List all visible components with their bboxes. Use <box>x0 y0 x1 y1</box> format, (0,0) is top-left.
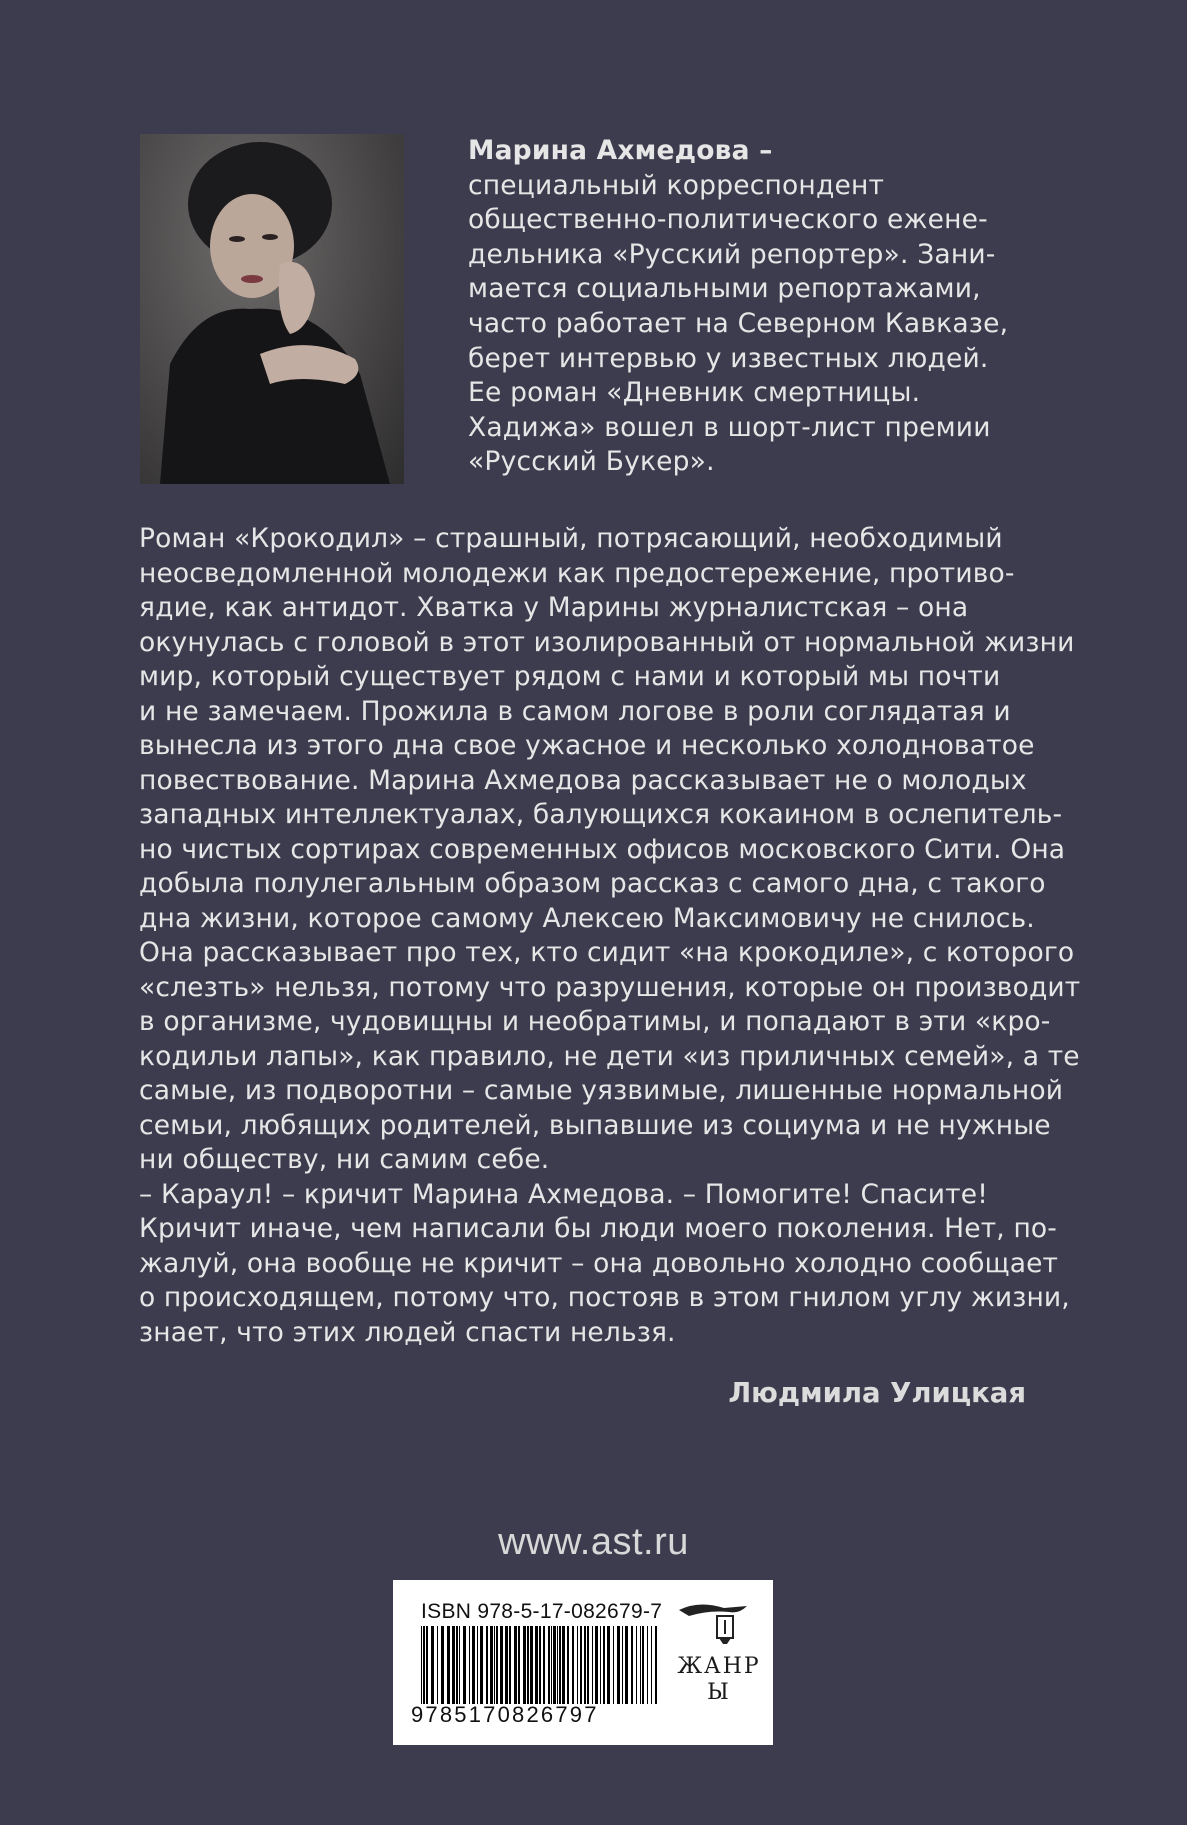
review-line: ни обществу, ни самим себе. <box>139 1144 550 1175</box>
review-line: окунулась с головой в этот изолированный от нормальной жизни <box>139 626 1075 658</box>
author-name: Марина Ахмедова – <box>468 135 773 166</box>
barcode-bar <box>617 1626 620 1704</box>
lantern-icon <box>679 1604 747 1644</box>
barcode-bar <box>553 1626 556 1704</box>
review-line: о происходящем, потому что, постояв в этом гнилом углу жизни, <box>139 1282 1070 1313</box>
barcode-bar <box>469 1626 470 1704</box>
bio-line: «Русский Букер». <box>468 446 715 478</box>
barcode-bar <box>437 1626 438 1704</box>
barcode-bar <box>494 1626 495 1704</box>
barcode-bar <box>622 1626 623 1704</box>
barcode-icon <box>421 1626 661 1704</box>
barcode-bar <box>655 1626 657 1704</box>
barcode-bar <box>607 1626 610 1704</box>
barcode-bar <box>543 1626 545 1704</box>
barcode-bar <box>490 1626 493 1704</box>
barcode-bar <box>530 1626 533 1704</box>
review-line: знает, что этих людей спасти нельзя. <box>139 1316 676 1348</box>
barcode-bar <box>421 1626 422 1704</box>
barcode-bar <box>559 1626 561 1704</box>
barcode-bar <box>548 1626 550 1704</box>
review-line: западных интеллектуалах, балующихся кокаином в ослепитель- <box>139 799 1063 830</box>
review-text <box>139 522 1081 1350</box>
barcode-bar <box>640 1626 641 1704</box>
author-photo <box>140 134 404 484</box>
review-signature: Людмила Улицкая <box>728 1377 1026 1409</box>
review-line: в организме, чудовищны и необратимы, и попадают в эти «кро- <box>139 1006 1051 1037</box>
barcode-bar <box>463 1626 466 1704</box>
barcode-bar <box>567 1626 569 1704</box>
barcode-bar <box>572 1626 574 1704</box>
barcode-bar <box>456 1626 458 1704</box>
barcode-bar <box>636 1626 637 1704</box>
barcode-bar <box>535 1626 538 1704</box>
barcode-bar <box>477 1626 478 1704</box>
review-line: дна жизни, которое самому Алексею Максимовичу не снилось. <box>139 902 1035 934</box>
review-line: Она рассказывает про тех, кто сидит «на крокодиле», с которого <box>139 937 1075 968</box>
review-line: мир, который существует рядом с нами и который мы почти <box>139 661 1001 692</box>
review-line: семьи, любящих родителей, выпавшие из социума и не нужные <box>139 1109 1051 1141</box>
barcode-bar <box>577 1626 578 1704</box>
barcode-bar <box>505 1626 508 1704</box>
review-line: но чистых сортирах современных офисов московского Сити. Она <box>139 833 1066 865</box>
barcode-bar <box>600 1626 601 1704</box>
review-line: вынесла из этого дна свое ужасное и несколько холодноватое <box>139 730 1035 761</box>
barcode-bar <box>647 1626 648 1704</box>
barcode-bar <box>486 1626 488 1704</box>
bio-line: специальный корреспондент <box>468 169 885 201</box>
barcode-bar <box>518 1626 520 1704</box>
barcode-bar <box>651 1626 652 1704</box>
barcode-bar <box>557 1626 558 1704</box>
review-line: ядие, как антидот. Хватка у Марины журналистская – она <box>139 592 969 623</box>
bio-line: берет интервью у известных людей. <box>468 342 989 374</box>
bio-line: часто работает на Северном Кавказе, <box>468 307 1009 339</box>
barcode-bar <box>539 1626 541 1704</box>
publisher-website: www.ast.ru <box>498 1521 689 1563</box>
review-line: жалуй, она вообще не кричит – она довольно холодно сообщает <box>139 1247 1059 1279</box>
review-line: Роман «Крокодил» – страшный, потрясающий, необходимый <box>139 523 1003 554</box>
barcode-bar <box>592 1626 593 1704</box>
barcode-bar <box>625 1626 628 1704</box>
barcode-bar <box>480 1626 483 1704</box>
review-line: «слезть» нельзя, потому что разрушения, которые он производит <box>139 971 1081 1003</box>
review-line: неосведомленной молодежи как предостережение, противо- <box>139 557 1015 589</box>
barcode-bar <box>426 1626 428 1704</box>
review-line: повествование. Марина Ахмедова рассказывает не о молодых <box>139 764 1027 796</box>
bio-line: мается социальными репортажами, <box>468 273 981 305</box>
review-line: Кричит иначе, чем написали бы люди моего поколения. Нет, по- <box>139 1213 1057 1244</box>
barcode-bar <box>613 1626 614 1704</box>
barcode-bar <box>500 1626 503 1704</box>
barcode-bar <box>580 1626 582 1704</box>
review-line: самые, из подворотни – самые уязвимые, лишенные нормальной <box>139 1075 1064 1106</box>
publisher-logo <box>669 1596 765 1736</box>
barcode-bar <box>523 1626 526 1704</box>
barcode-bar <box>514 1626 517 1704</box>
bio-line: общественно-политического еженe- <box>468 204 988 236</box>
review-line: кодильи лапы», как правило, не дети «из приличных семей», а те <box>139 1040 1080 1072</box>
barcode-bar <box>595 1626 598 1704</box>
barcode-bar <box>584 1626 586 1704</box>
isbn-label: ISBN 978-5-17-082679-7 <box>421 1600 663 1623</box>
barcode-bar <box>551 1626 552 1704</box>
barcode-bar <box>587 1626 589 1704</box>
barcode-bar <box>472 1626 475 1704</box>
review-line: и не замечаем. Прожила в самом логове в роли соглядатая и <box>139 695 1011 727</box>
barcode-bar <box>642 1626 644 1704</box>
review-line: добыла полулегальным образом рассказ с самого дна, с такого <box>139 868 1046 899</box>
barcode-bar <box>452 1626 455 1704</box>
barcode-digits: 9785170826797 <box>411 1702 599 1727</box>
logo-text: ЖАНРЫ <box>677 1654 761 1705</box>
barcode-bar <box>459 1626 460 1704</box>
barcode-bar <box>562 1626 565 1704</box>
bio-line: дельника «Русский репортер». Зани- <box>468 238 996 270</box>
barcode-bar <box>423 1626 425 1704</box>
bio-line: Хадижа» вошел в шорт-лист премии <box>468 411 991 443</box>
barcode-bar <box>441 1626 444 1704</box>
barcode-bar <box>496 1626 498 1704</box>
barcode-panel <box>393 1580 773 1745</box>
barcode-bar <box>603 1626 605 1704</box>
barcode-bar <box>509 1626 511 1704</box>
barcode-bar <box>447 1626 450 1704</box>
barcode-bar <box>527 1626 529 1704</box>
review-line: – Караул! – кричит Марина Ахмедова. – Помогите! Спасите! <box>139 1178 988 1210</box>
author-bio <box>468 134 1048 480</box>
barcode-bar <box>431 1626 434 1704</box>
barcode-bar <box>631 1626 633 1704</box>
bio-line: Ее роман «Дневник смертницы. <box>468 377 921 409</box>
